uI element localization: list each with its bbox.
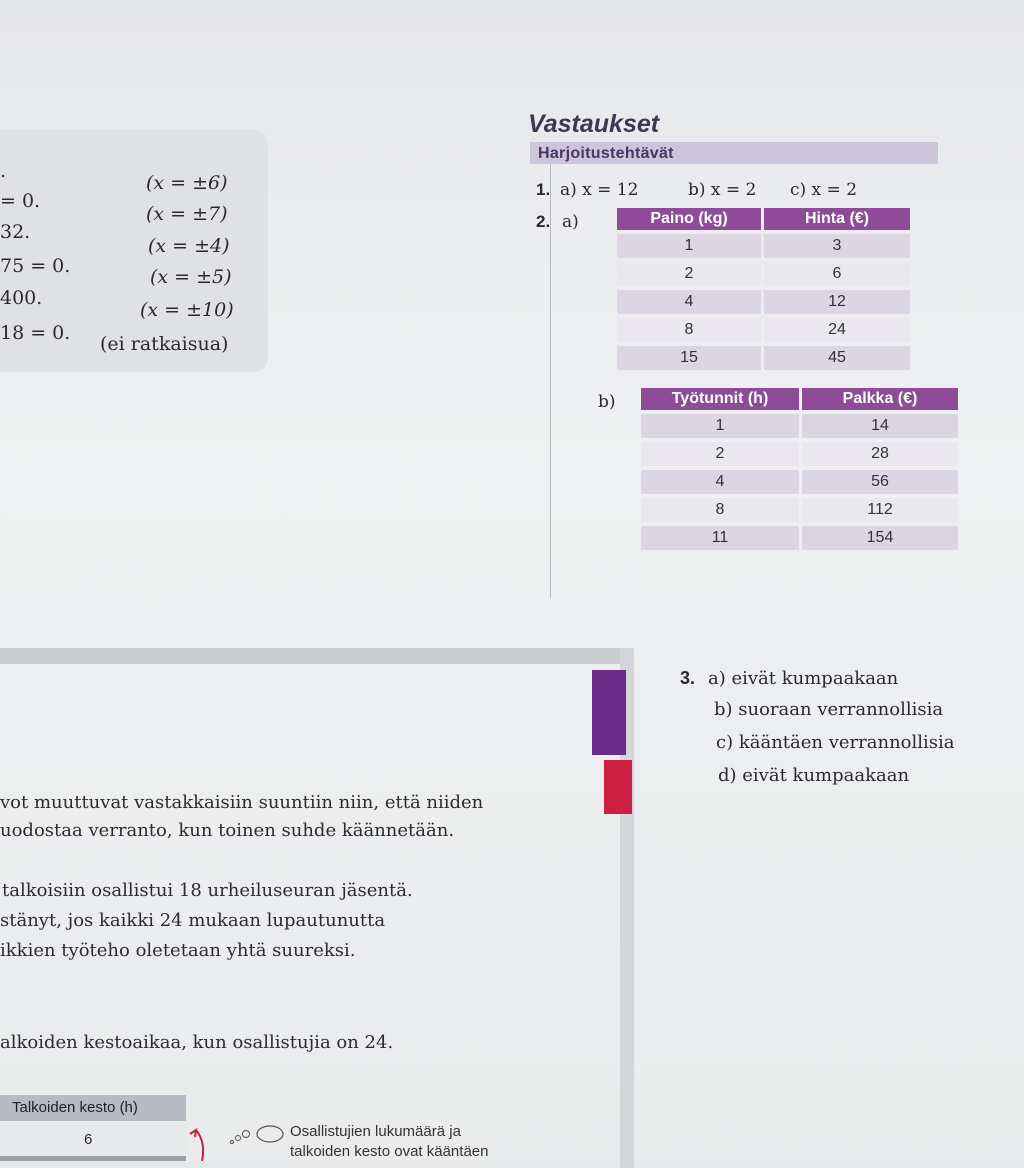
table-cell: 8 xyxy=(617,318,761,342)
table-cell: 8 xyxy=(641,498,799,522)
question-3-answer-d: d) eivät kumpaakaan xyxy=(718,765,910,786)
question-2-label-b: b) xyxy=(598,392,616,412)
table-cell: 1 xyxy=(641,414,799,438)
table-row xyxy=(641,414,958,438)
question-3-answer-c: c) kääntäen verrannollisia xyxy=(716,732,955,753)
question-1-answer-c: c) x = 2 xyxy=(790,180,858,200)
table-paino-hinta xyxy=(614,204,913,374)
kesto-table-header xyxy=(0,1095,186,1121)
body-text-line: stänyt, jos kaikki 24 mukaan lupautunutta xyxy=(0,910,386,931)
body-text-line: vot muuttuvat vastakkaisiin suuntiin niin, että niiden xyxy=(0,792,484,813)
equation-solution-5: (x = ±10) xyxy=(140,299,234,321)
equation-left-3: 32. xyxy=(0,221,31,243)
page-title: Vastaukset xyxy=(528,110,660,138)
curved-arrow-icon xyxy=(186,1128,208,1161)
question-1-number: 1. xyxy=(536,180,551,199)
table-cell: 11 xyxy=(641,526,799,550)
question-1-answer-b: b) x = 2 xyxy=(688,180,757,200)
section-title: Harjoitustehtävät xyxy=(538,145,674,162)
question-3-answer-a: a) eivät kumpaakaan xyxy=(708,668,899,689)
table-row xyxy=(641,442,958,466)
table-cell: 4 xyxy=(641,470,799,494)
body-text-line: uodostaa verranto, kun toinen suhde käännetään. xyxy=(0,820,455,841)
table-row xyxy=(641,470,958,494)
body-text-line: alkoiden kestoaikaa, kun osallistujia on 24. xyxy=(0,1032,394,1053)
table-row xyxy=(641,498,958,522)
table-cell: 24 xyxy=(764,318,910,342)
question-3-answer-b: b) suoraan verrannollisia xyxy=(714,699,944,720)
table-cell: 2 xyxy=(617,262,761,286)
table-row xyxy=(641,526,958,550)
table-row xyxy=(617,234,910,258)
kesto-cell-value: 6 xyxy=(84,1131,93,1148)
table-row xyxy=(617,262,910,286)
thought-bubble-icon xyxy=(228,1124,286,1148)
table-cell: 3 xyxy=(764,234,910,258)
kesto-header-label: Talkoiden kesto (h) xyxy=(12,1099,138,1116)
kesto-table-cell xyxy=(0,1124,186,1154)
equation-solution-6: (ei ratkaisua) xyxy=(100,333,229,355)
question-1-answer-a: a) x = 12 xyxy=(560,180,639,200)
question-3-number: 3. xyxy=(680,668,696,688)
table-cell: 45 xyxy=(764,346,910,370)
red-marker-bar xyxy=(604,760,632,814)
table-cell: 154 xyxy=(802,526,958,550)
equation-left-1: . xyxy=(0,160,7,182)
table-cell: 112 xyxy=(802,498,958,522)
table-a-header-2: Hinta (€) xyxy=(764,208,910,230)
equation-left-2: = 0. xyxy=(0,190,41,212)
equation-solution-1: (x = ±6) xyxy=(146,172,228,194)
table-cell: 1 xyxy=(617,234,761,258)
table-cell: 14 xyxy=(802,414,958,438)
body-text-line: ikkien työteho oletetaan yhtä suureksi. xyxy=(0,940,356,961)
table-b-header-2: Palkka (€) xyxy=(802,388,958,410)
table-cell: 6 xyxy=(764,262,910,286)
table-row xyxy=(617,290,910,314)
note-line-1: Osallistujien lukumäärä ja xyxy=(290,1123,461,1140)
table-row xyxy=(617,318,910,342)
kesto-table-bottom-border xyxy=(0,1156,186,1161)
table-cell: 28 xyxy=(802,442,958,466)
table-b-header-1: Työtunnit (h) xyxy=(641,388,799,410)
table-cell: 4 xyxy=(617,290,761,314)
equation-solution-3: (x = ±4) xyxy=(148,235,230,257)
note-line-2: talkoiden kesto ovat kääntäen xyxy=(290,1143,489,1160)
table-a-header-1: Paino (kg) xyxy=(617,208,761,230)
table-cell: 56 xyxy=(802,470,958,494)
table-row xyxy=(617,346,910,370)
table-cell: 2 xyxy=(641,442,799,466)
purple-marker-bar xyxy=(592,670,626,755)
table-cell: 15 xyxy=(617,346,761,370)
equation-solution-2: (x = ±7) xyxy=(146,203,228,225)
section-header xyxy=(530,142,938,164)
table-tyotunnit-palkka xyxy=(638,384,961,554)
body-text-line: talkoisiin osallistui 18 urheiluseuran jäsentä. xyxy=(2,880,413,901)
question-2-number: 2. xyxy=(536,212,551,231)
equation-left-4: 75 = 0. xyxy=(0,255,71,277)
question-2-label-a: a) xyxy=(562,212,579,232)
equation-left-5: 400. xyxy=(0,287,43,309)
equation-left-6: 18 = 0. xyxy=(0,322,71,344)
table-cell: 12 xyxy=(764,290,910,314)
box-top-border xyxy=(0,648,632,664)
equation-solution-4: (x = ±5) xyxy=(150,266,232,288)
